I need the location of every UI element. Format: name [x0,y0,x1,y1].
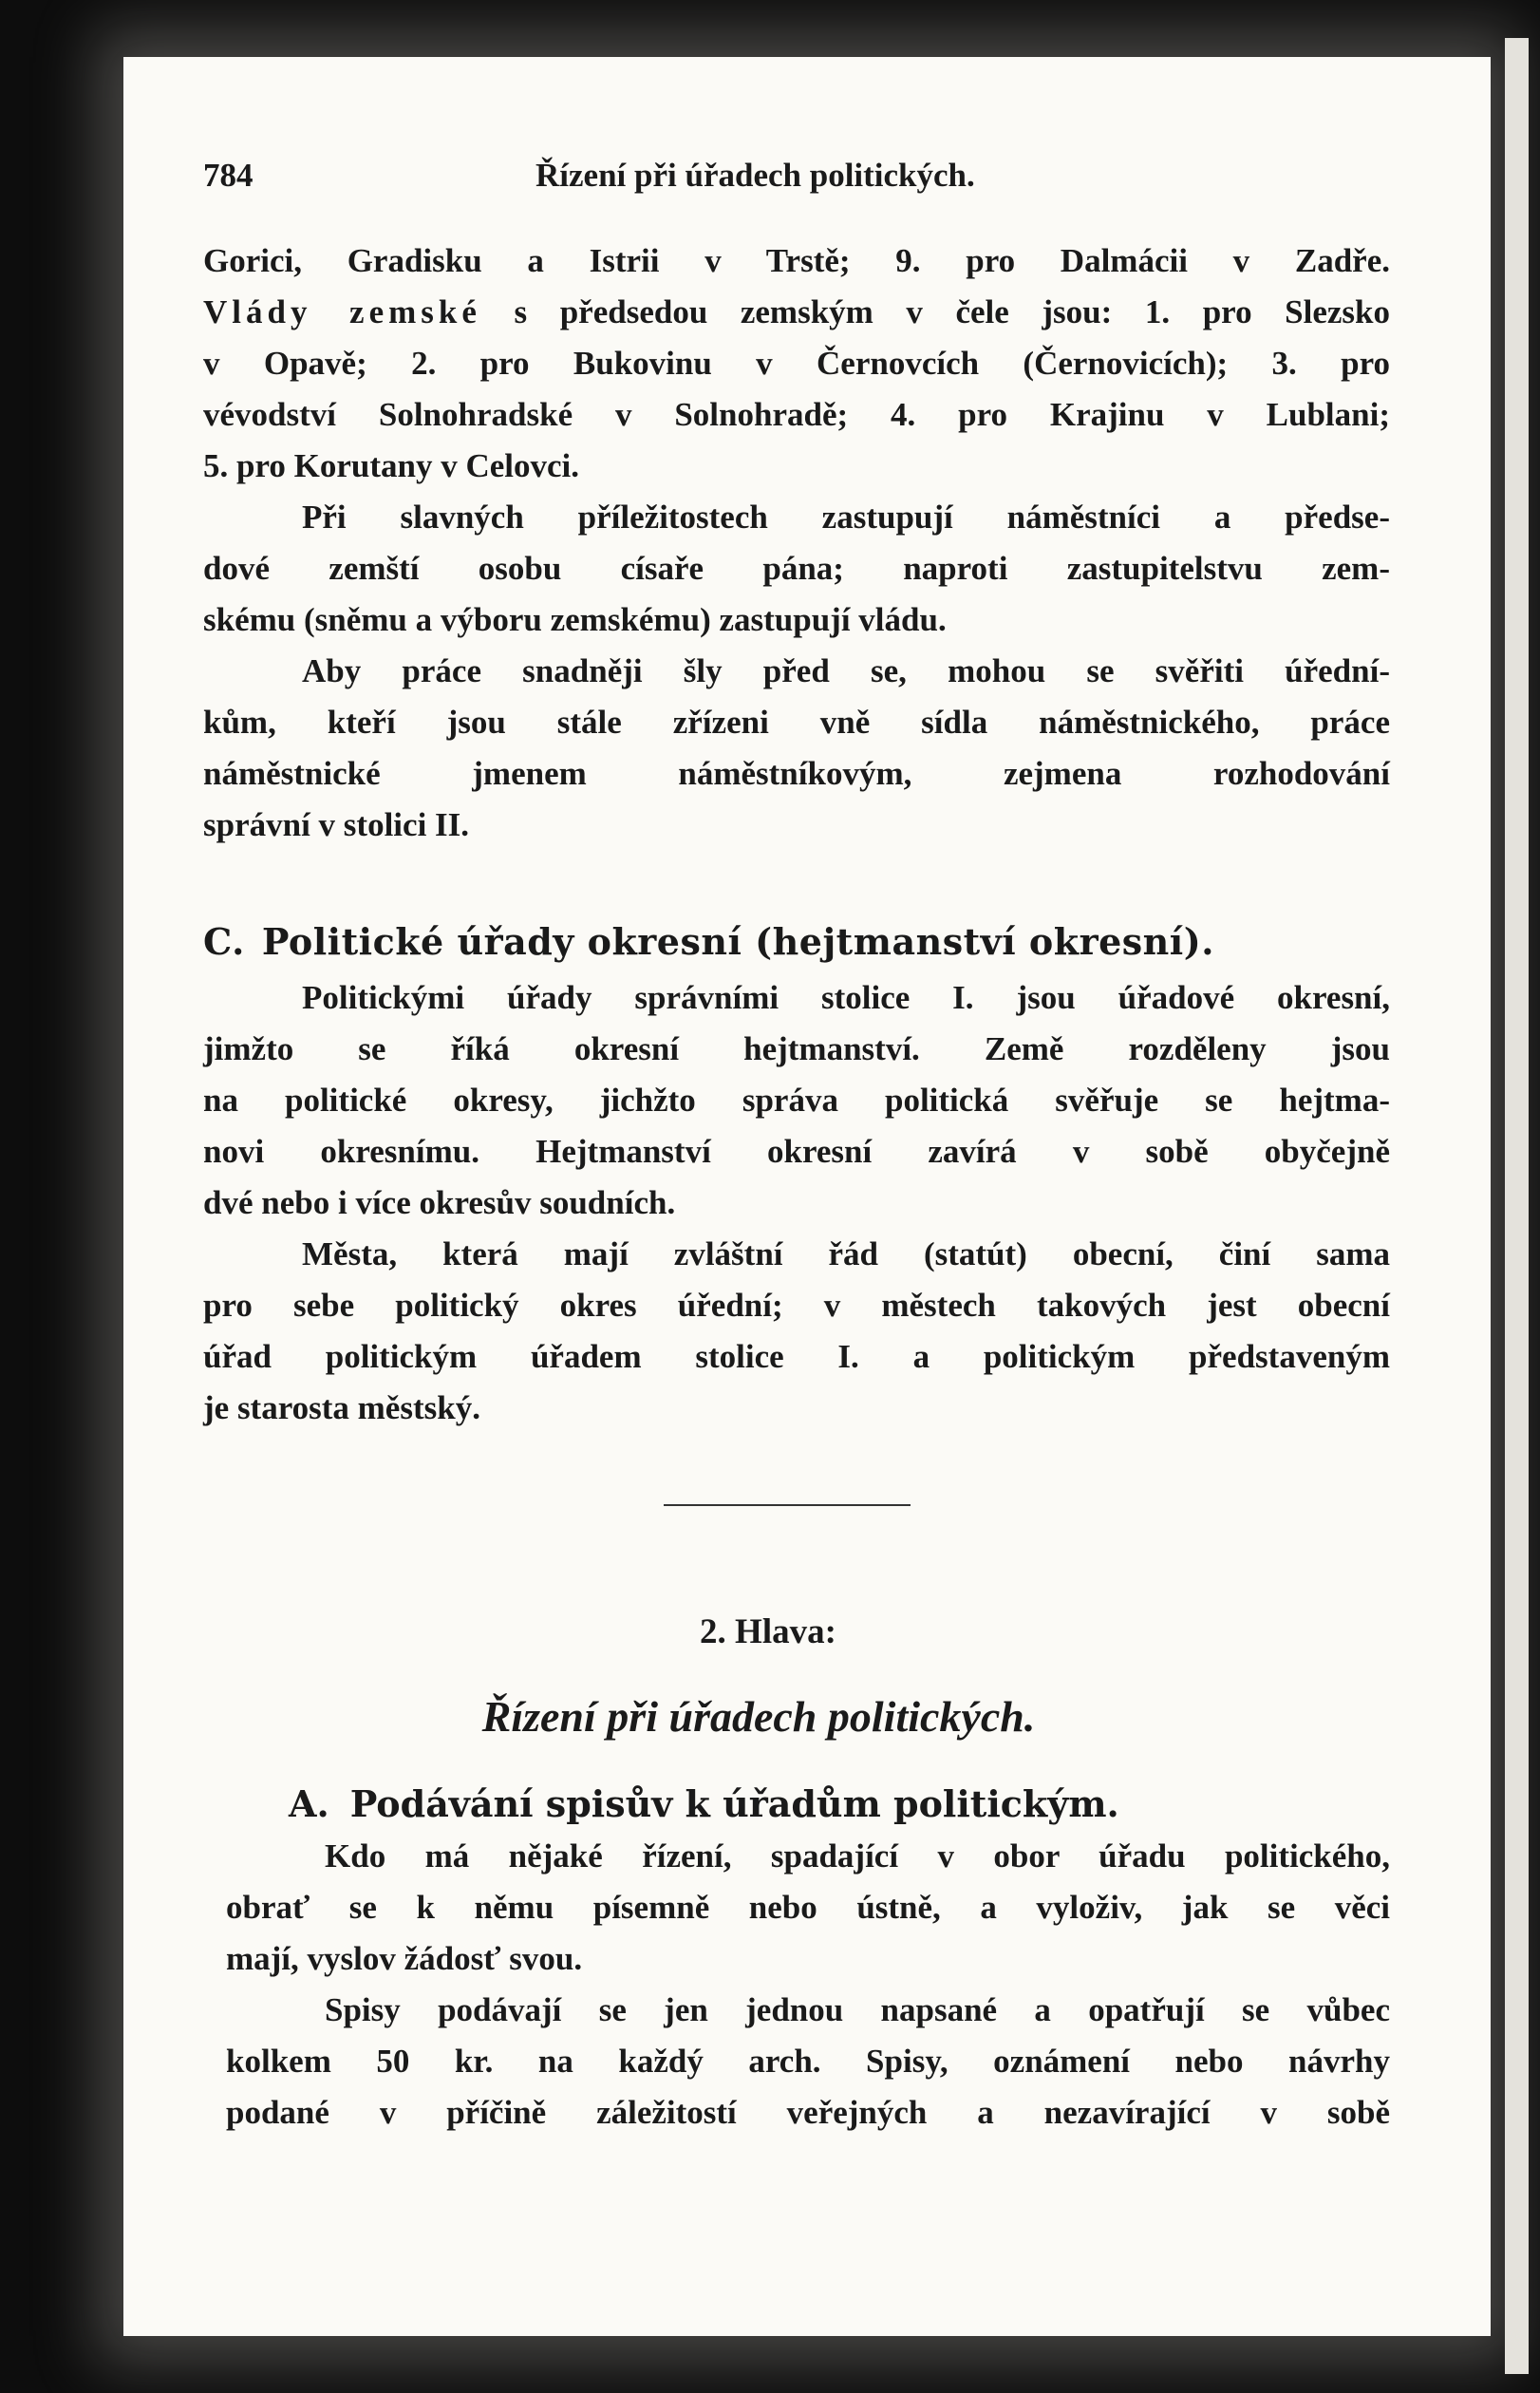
text-line: mají, vyslov žádosť svou. [226,1940,583,1977]
text-line: v Opavě; 2. pro Bukovinu v Černovcích (Černovicích); 3. pro [203,345,1390,382]
text-line: Při slavných příležitostech zastupují náměstníci a předse- [302,499,1390,536]
adjacent-page-edge [1505,38,1529,2374]
text-line: 5. pro Korutany v Celovci. [203,447,580,484]
paragraph-cities [203,1229,1390,1434]
text-line: Kdo má nějaké řízení, spadající v obor úřadu politického, [325,1837,1390,1875]
running-title: Řízení při úřadech politických. [535,157,975,194]
text-line: novi okresnímu. Hejtmanství okresní zavírá v sobě obyčejně [203,1133,1390,1170]
chapter-title: Řízení při úřadech politických. [481,1692,1036,1741]
text-line [203,287,1390,338]
section-title: Politické úřady okresní (hejtmanství okresní). [261,920,1214,963]
section-heading-a [289,1778,1390,1831]
text-line: na politické okresy, jichžto správa politická svěřuje se hejtma- [203,1082,1390,1119]
text-line: Města, která mají zvláštní řád (statút) obecní, činí sama [302,1235,1390,1272]
running-head [203,142,1390,218]
section-title: Podávání spisův k úřadům politickým. [349,1782,1119,1825]
text-line: dvé nebo i více okresův soudních. [203,1184,676,1221]
text-line: obrať se k němu písemně nebo ústně, a vyloživ, jak se věci [226,1889,1390,1926]
section-label: A. [289,1782,329,1825]
text-fragment: s předsedou zemským v čele jsou: 1. pro Slezsko [480,293,1391,330]
text-line: Gorici, Gradisku a Istrii v Trstě; 9. pro Dalmácii v Zadře. [203,242,1390,279]
text-line: dové zemští osobu císaře pána; naproti zastupitelstvu zem- [203,550,1390,587]
text-line: jimžto se říká okresní hejtmanství. Země rozděleny jsou [203,1030,1390,1067]
spaced-term: Vlády zemské [203,293,481,330]
paragraph-documents [203,1985,1390,2139]
paragraph-representation [203,492,1390,646]
text-line: vévodství Solnohradské v Solnohradě; 4. pro Krajinu v Lublani; [203,396,1390,433]
paragraph-governments [203,236,1390,492]
text-line: úřad politickým úřadem stolice I. a politickým představeným [203,1338,1390,1375]
text-line: Politickými úřady správními stolice I. jsou úřadové okresní, [302,979,1390,1016]
section-label: C. [203,920,245,963]
paragraph-officials [203,646,1390,851]
section-heading-c [203,915,1390,969]
text-line: pro sebe politický okres úřední; v městech takových jest obecní [203,1287,1390,1324]
text-line: Aby práce snadněji šly před se, mohou se svěřiti úřední- [302,652,1390,689]
chapter-number: 2. Hlava: [700,1612,836,1651]
text-line: náměstnické jmenem náměstníkovým, zejmena rozhodování [203,755,1390,792]
text-line: podané v příčině záležitostí veřejných a nezavírající v sobě [226,2094,1390,2131]
paragraph-submission [203,1831,1390,1985]
paragraph-district-offices [203,972,1390,1229]
text-line: skému (sněmu a výboru zemskému) zastupují vládu. [203,601,947,638]
text-line: kům, kteří jsou stále zřízeni vně sídla náměstnického, práce [203,704,1390,741]
page-number: 784 [203,157,254,194]
text-line: Spisy podávají se jen jednou napsané a opatřují se vůbec [325,1991,1390,2028]
page-text [203,142,1390,2139]
text-line: správní v stolici II. [203,806,470,843]
section-divider [664,1504,911,1506]
text-line: je starosta městský. [203,1389,480,1426]
text-line: kolkem 50 kr. na každý arch. Spisy, oznámení nebo návrhy [226,2043,1390,2080]
